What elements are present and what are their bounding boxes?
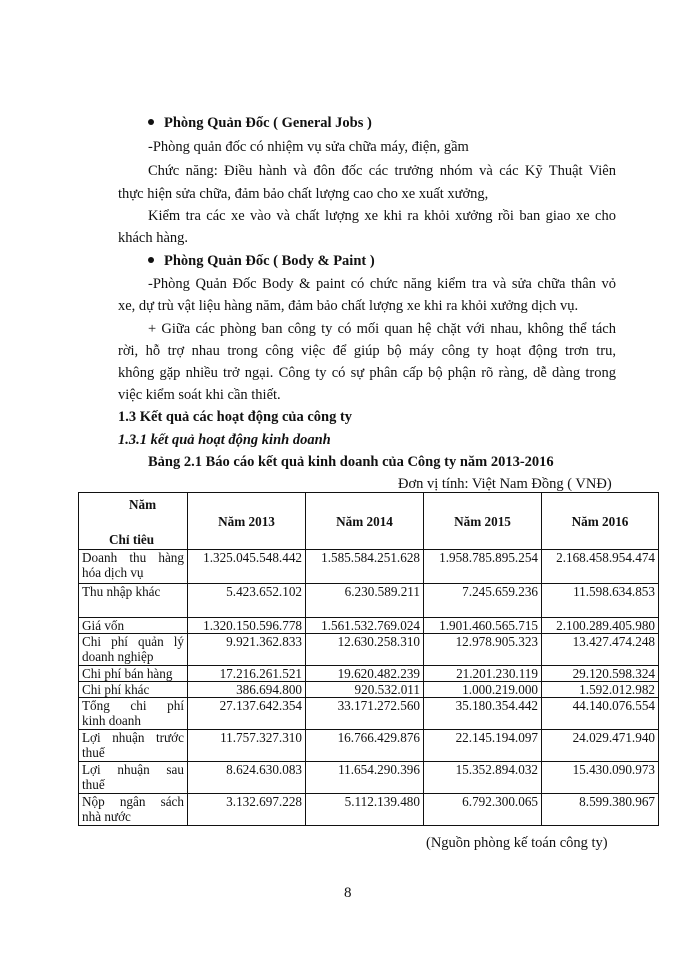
value-cell: 29.120.598.324 [542,666,659,682]
paragraph-line: khách hàng. [118,230,189,246]
paragraph-line: việc kiểm soát khi cần thiết. [118,387,281,403]
value-cell: 1.592.012.982 [542,682,659,698]
table-row [79,762,659,794]
paragraph-line: -Phòng quản đốc có nhiệm vụ sửa chữa máy, điện, gầm [148,139,469,155]
value-cell: 1.000.219.000 [424,682,542,698]
row-label: Tổng chi phí [82,698,184,713]
heading-general-jobs: Phòng Quản Đốc ( General Jobs ) [148,114,372,132]
value-cell: 6.792.300.065 [424,794,542,826]
paragraph-line: không gặp nhiều trở ngại. Công ty có sự phân cấp bộ phận rõ ràng, dễ dàng trong [118,365,616,381]
business-results-table [78,492,659,826]
value-cell: 6.230.589.211 [306,584,424,618]
value-cell: 1.958.785.895.254 [424,550,542,584]
row-label-cell [79,762,188,794]
row-label: Giá vốn [82,618,125,633]
paragraph-line: Chức năng: Điều hành và đôn đốc các trưởng nhóm và các Kỹ Thuật Viên [148,163,616,179]
table-row [79,666,659,682]
row-label-continued: nhà nước [82,809,131,824]
table-row [79,618,659,634]
corner-indicator-label: Chỉ tiêu [109,532,155,547]
row-label-cell [79,682,188,698]
year-header: Năm 2014 [306,493,424,550]
value-cell: 1.561.532.769.024 [306,618,424,634]
section-heading: 1.3 Kết quả các hoạt động của công ty [118,409,353,425]
value-cell: 24.029.471.940 [542,730,659,762]
value-cell: 17.216.261.521 [188,666,306,682]
heading-body-paint: Phòng Quản Đốc ( Body & Paint ) [148,252,375,270]
row-label-cell [79,698,188,730]
value-cell: 16.766.429.876 [306,730,424,762]
value-cell: 15.352.894.032 [424,762,542,794]
value-cell: 2.168.458.954.474 [542,550,659,584]
table-row [79,550,659,584]
value-cell: 21.201.230.119 [424,666,542,682]
value-cell: 5.112.139.480 [306,794,424,826]
row-label-cell [79,634,188,666]
row-label: Thu nhập khác [82,584,161,599]
row-label: Nộp ngân sách [82,794,184,809]
value-cell: 8.599.380.967 [542,794,659,826]
corner-year-label: Năm [129,497,157,512]
value-cell: 27.137.642.354 [188,698,306,730]
subsection-heading: 1.3.1 kết quả hoạt động kinh doanh [118,432,331,448]
table-row [79,682,659,698]
row-label-cell [79,666,188,682]
row-label-cell [79,618,188,634]
value-cell: 11.757.327.310 [188,730,306,762]
source-note: (Nguồn phòng kế toán công ty) [426,835,608,851]
paragraph-line: -Phòng Quản Đốc Body & paint có chức năng kiểm tra và sửa chữa thân vỏ [148,276,616,292]
value-cell: 19.620.482.239 [306,666,424,682]
row-label: Lợi nhuận sau [82,762,184,777]
table-row [79,634,659,666]
value-cell: 22.145.194.097 [424,730,542,762]
value-cell: 7.245.659.236 [424,584,542,618]
row-label-continued: thuế [82,777,105,792]
row-label-continued: doanh nghiệp [82,649,154,664]
value-cell: 44.140.076.554 [542,698,659,730]
year-header: Năm 2016 [542,493,659,550]
value-cell: 8.624.630.083 [188,762,306,794]
value-cell: 2.100.289.405.980 [542,618,659,634]
value-cell: 386.694.800 [188,682,306,698]
row-label: Chi phí quản lý [82,634,184,649]
bullet-icon [148,257,154,263]
value-cell: 5.423.652.102 [188,584,306,618]
row-label-cell [79,584,188,618]
value-cell: 33.171.272.560 [306,698,424,730]
page-number: 8 [344,885,352,901]
value-cell: 35.180.354.442 [424,698,542,730]
value-cell: 12.630.258.310 [306,634,424,666]
paragraph-line: xe, dự trù vật liệu hàng năm, đảm bảo chất lượng xe khi ra khỏi xưởng dịch vụ. [118,298,579,314]
table-header-row [79,493,659,550]
value-cell: 1.585.584.251.628 [306,550,424,584]
table-title: Bảng 2.1 Báo cáo kết quả kinh doanh của Công ty năm 2013-2016 [148,454,554,470]
value-cell: 1.320.150.596.778 [188,618,306,634]
row-label-cell [79,550,188,584]
paragraph-line: Kiểm tra các xe vào và chất lượng xe khi ra khỏi xưởng rồi ban giao xe cho [148,208,616,224]
row-label: Lợi nhuận trước [82,730,184,745]
bullet-icon [148,119,154,125]
year-header: Năm 2013 [188,493,306,550]
value-cell: 13.427.474.248 [542,634,659,666]
table-row [79,730,659,762]
value-cell: 1.325.045.548.442 [188,550,306,584]
value-cell: 920.532.011 [306,682,424,698]
value-cell: 1.901.460.565.715 [424,618,542,634]
row-label-cell [79,730,188,762]
table-row [79,794,659,826]
unit-note: Đơn vị tính: Việt Nam Đồng ( VNĐ) [398,476,612,492]
table-row [79,584,659,618]
row-label: Doanh thu hàng [82,550,184,565]
value-cell: 11.654.290.396 [306,762,424,794]
header-corner-cell [79,493,188,550]
value-cell: 9.921.362.833 [188,634,306,666]
value-cell: 12.978.905.323 [424,634,542,666]
value-cell: 3.132.697.228 [188,794,306,826]
table-body [79,550,659,826]
table-row [79,698,659,730]
row-label-continued: hóa dịch vụ [82,565,144,580]
year-header: Năm 2015 [424,493,542,550]
row-label: Chi phí bán hàng [82,666,173,681]
row-label-cell [79,794,188,826]
paragraph-line: + Giữa các phòng ban công ty có mối quan hệ chặt với nhau, không thể tách [148,321,616,337]
value-cell: 11.598.634.853 [542,584,659,618]
row-label-continued: thuế [82,745,105,760]
row-label-continued: kinh doanh [82,713,141,728]
value-cell: 15.430.090.973 [542,762,659,794]
row-label: Chi phí khác [82,682,150,697]
paragraph-line: thực hiện sửa chữa, đảm bảo chất lượng cao cho xe xuất xưởng, [118,186,489,202]
paragraph-line: rời, hỗ trợ nhau trong công việc để giúp bộ máy công ty hoạt động trơn tru, [118,343,616,359]
